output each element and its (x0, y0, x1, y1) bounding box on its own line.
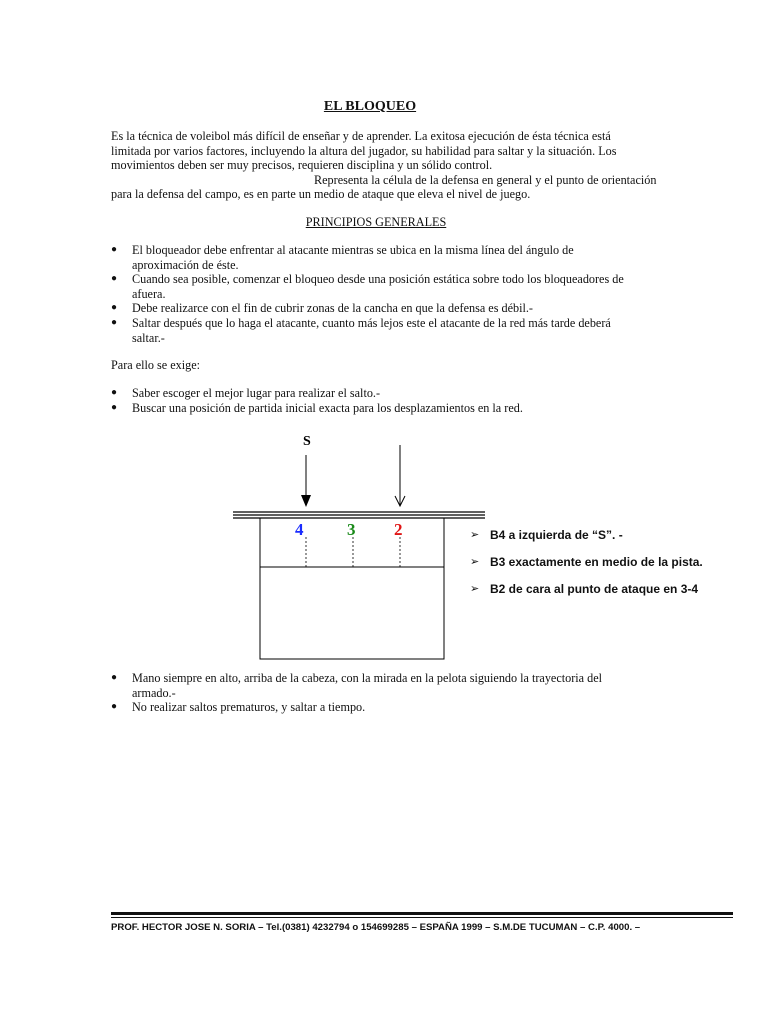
intro-line: limitada por varios factores, incluyendo la altura del jugador, su habilidad para saltar y la situación. Los (111, 143, 617, 158)
list-item: ● Saber escoger el mejor lugar para realizar el salto.- (111, 386, 381, 400)
intro-line: Representa la célula de la defensa en general y el punto de orientación (314, 172, 657, 187)
footer-rule (111, 912, 733, 915)
section-heading: PRINCIPIOS GENERALES (305, 215, 447, 229)
arrowhead-bullet-icon: ➢ (470, 556, 480, 568)
list-item: ● Debe realizarce con el fin de cubrir zonas de la cancha en que la defensa es débil.- (111, 301, 533, 316)
court (260, 518, 444, 659)
list-item: ➢ B4 a izquierda de “S”. - (470, 528, 623, 542)
intro-line: Es la técnica de voleibol más difícil de enseñar y de aprender. La exitosa ejecución de ésta técnica está (111, 129, 611, 143)
intro-line: movimientos deben ser muy precisos, requieren disciplina y un sólido control. (111, 158, 493, 173)
player-b3: 3 (347, 520, 356, 539)
list-item: ➢ B2 de cara al punto de ataque en 3-4 (470, 582, 699, 596)
player-b4: 4 (295, 520, 304, 539)
setter-label: S (303, 434, 311, 449)
arrow-head-icon (301, 495, 311, 507)
list-item: ● Buscar una posición de partida inicial exacta para los desplazamientos en la red. (111, 400, 523, 415)
bullet-icon: ● (111, 302, 118, 314)
list-item: ● Cuando sea posible, comenzar el bloqueo desde una posición estática sobre todo los bloqueadores de afuera. (111, 272, 624, 301)
arrowhead-bullet-icon: ➢ (470, 529, 480, 541)
arrowhead-bullet-icon: ➢ (470, 583, 480, 595)
bullet-icon: ● (111, 701, 118, 713)
footer-text: PROF. HECTOR JOSE N. SORIA – Tel.(0381) 4232794 o 154699285 – ESPAÑA 1999 – S.M.DE TUCUMAN – C.P. 4000. – (111, 922, 641, 933)
list-item: ● El bloqueador debe enfrentar al atacante mientras se ubica en la misma línea del ángulo de aproximación de éste. (111, 243, 574, 272)
notes-list (470, 528, 703, 609)
player-b2: 2 (394, 520, 403, 539)
final-list (111, 671, 671, 715)
list-item: ● Saltar después que lo haga el atacante, cuanto más lejos este el atacante de la red más tarde deberá saltar.- (111, 315, 611, 345)
bullet-icon: ● (111, 316, 118, 328)
footer-rule (111, 917, 733, 918)
requirements-intro: Para ello se exige: (111, 358, 201, 372)
bullet-icon: ● (111, 273, 118, 285)
bullet-icon: ● (111, 244, 118, 255)
page-title: EL BLOQUEO (323, 99, 417, 114)
list-item: ● No realizar saltos prematuros, y saltar a tiempo. (111, 700, 366, 715)
bullet-icon: ● (111, 401, 118, 413)
intro-line: para la defensa del campo, es en parte un medio de ataque que eleva el nivel de juego. (111, 187, 531, 202)
list-item: ➢ B3 exactamente en medio de la pista. (470, 555, 703, 569)
bullet-icon: ● (111, 387, 118, 398)
bullet-icon: ● (111, 672, 118, 683)
list-item: ● Mano siempre en alto, arriba de la cabeza, con la mirada en la pelota siguiendo la trayectoria del armado.- (111, 671, 603, 700)
